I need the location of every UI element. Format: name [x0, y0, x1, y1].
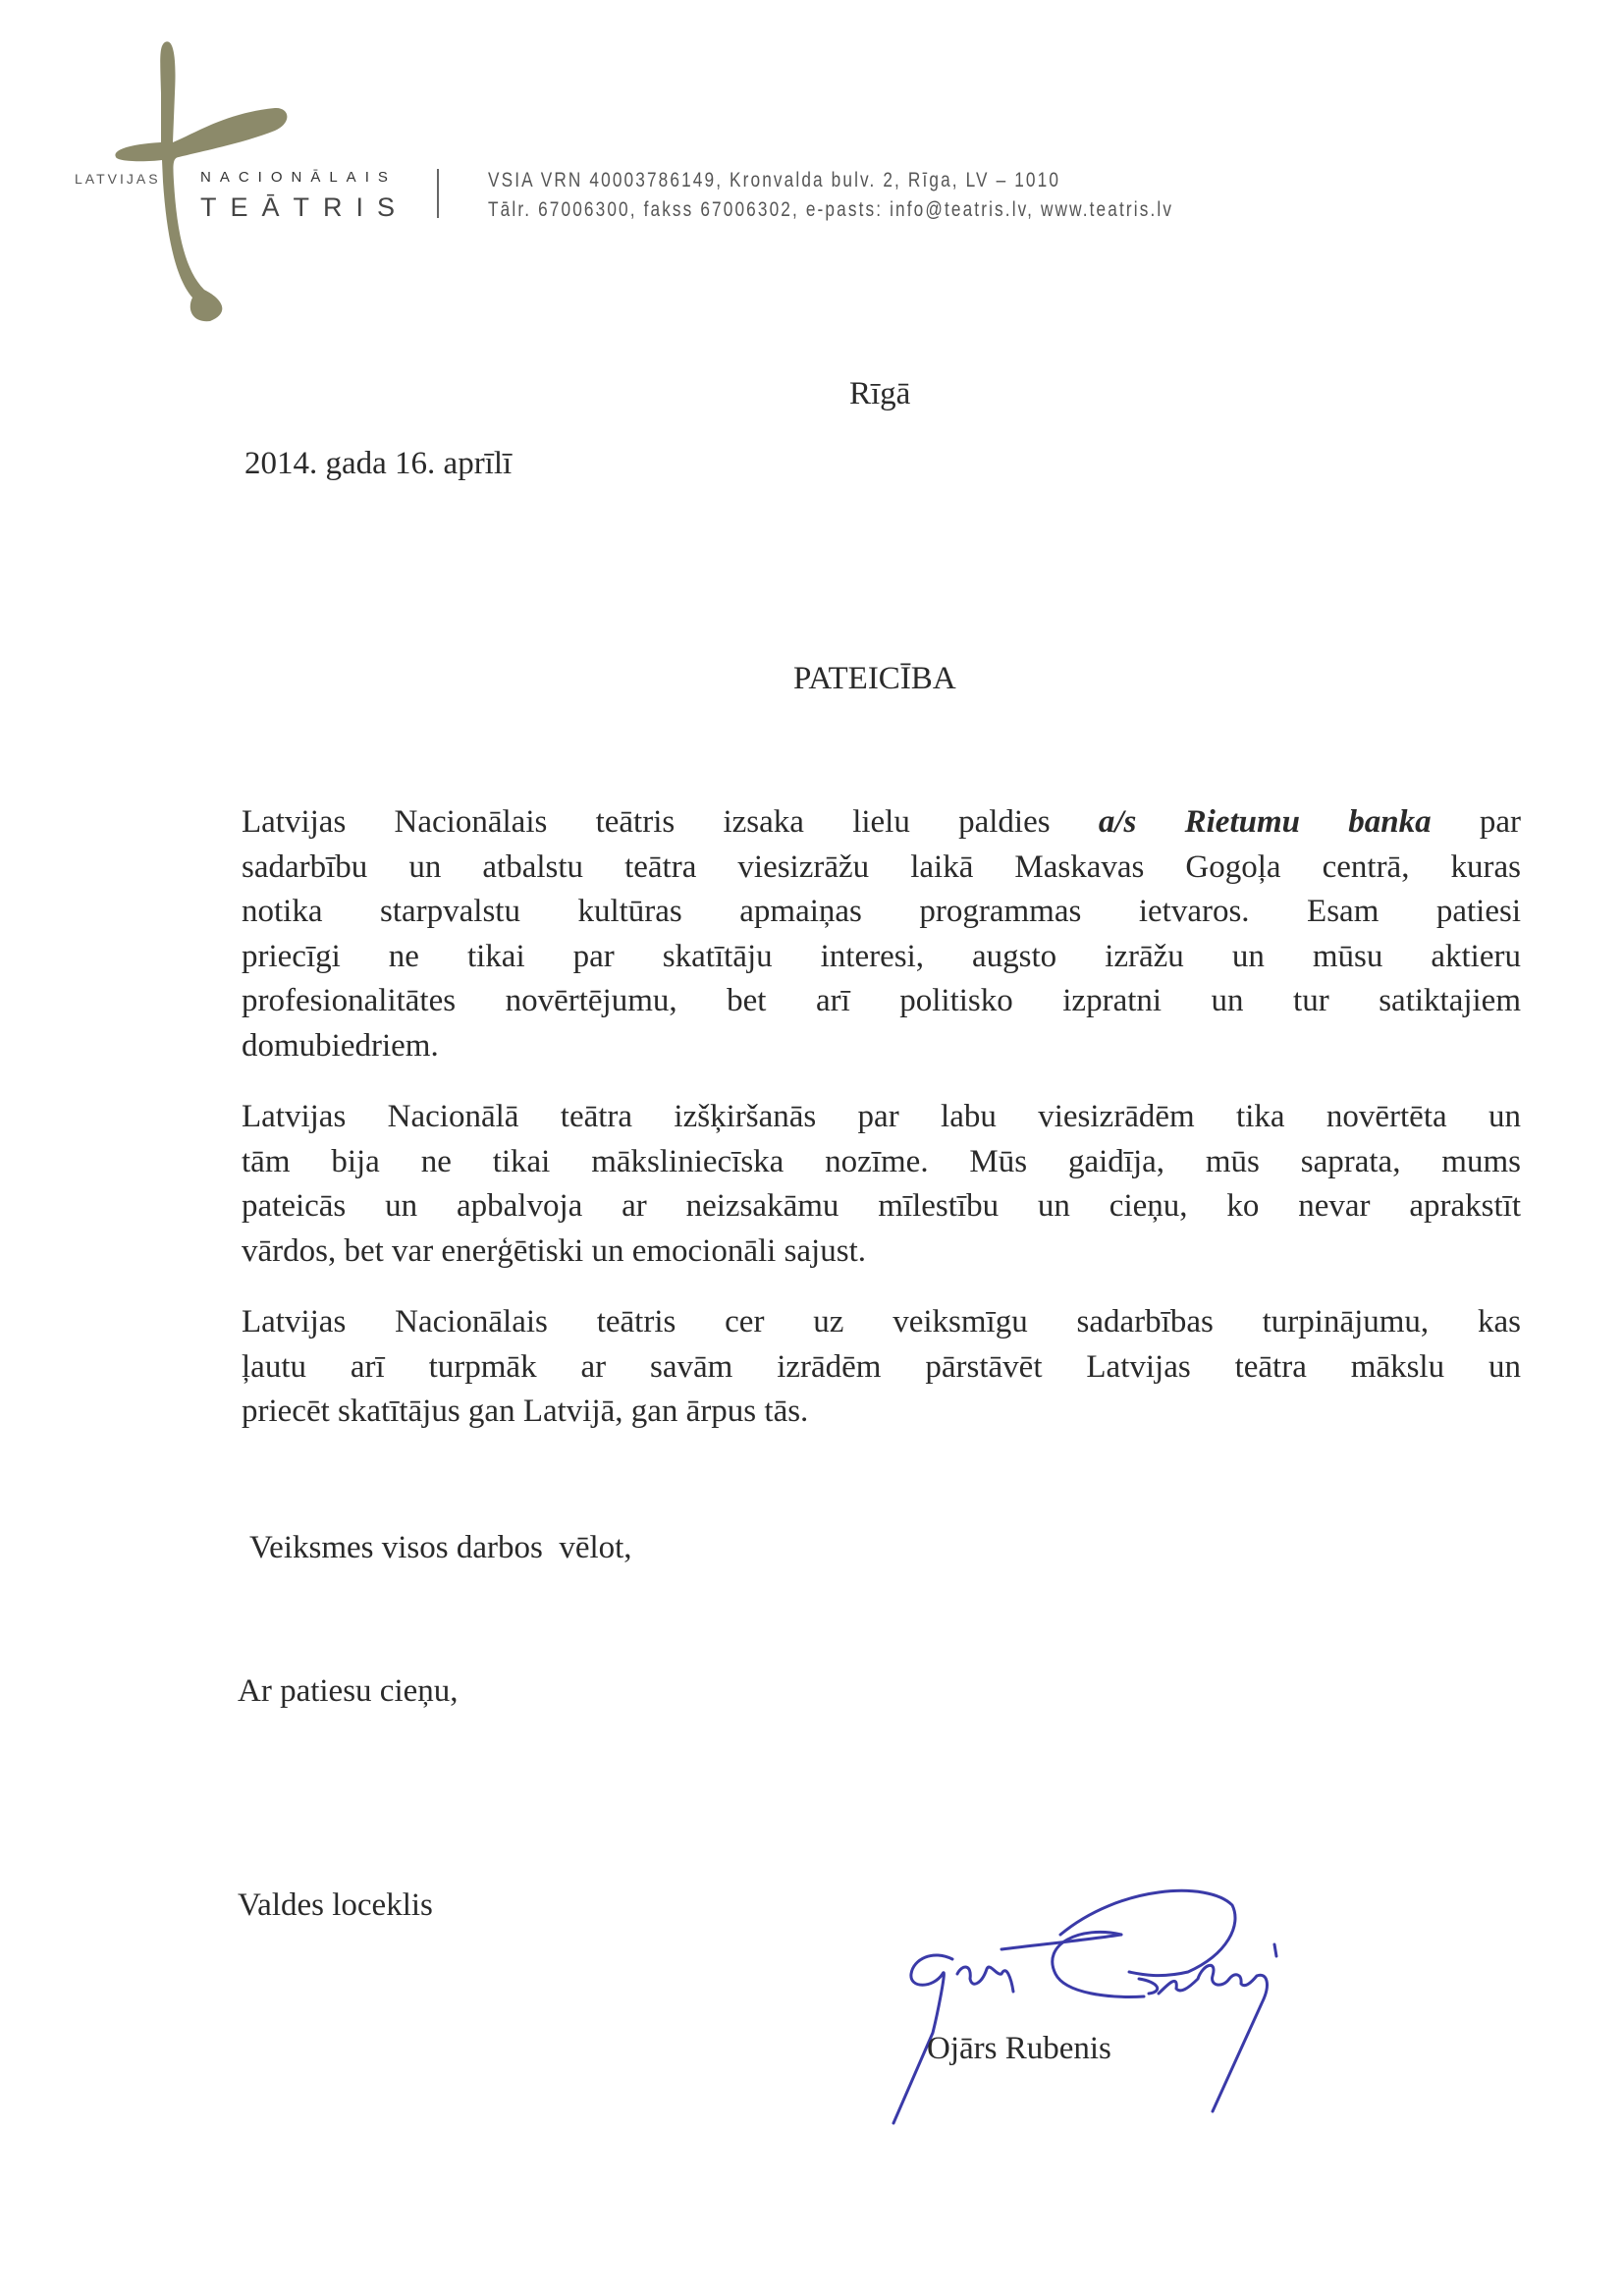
paragraph-line: Latvijas Nacionālā teātra izšķiršanās par labu viesizrādēm tika novērtēta un — [242, 1099, 1521, 1134]
bank-name: a/s Rietumu banka — [1098, 804, 1432, 840]
contact-line: Tālr. 67006300, fakss 67006302, e-pasts: info@teatris.lv, www.teatris.lv — [488, 198, 1174, 221]
paragraph-3 — [242, 1300, 1521, 1435]
paragraph-1 — [242, 800, 1521, 1068]
text-segment: Latvijas Nacionālais teātris izsaka lielu paldies — [242, 804, 1099, 840]
logo-word-nacionalais: NACIONĀLAIS — [200, 169, 397, 186]
paragraph-line: ļautu arī turpmāk ar savām izrādēm pārstāvēt Latvijas teātra mākslu un — [242, 1348, 1521, 1385]
logo-word-teatris: TEĀTRIS — [200, 192, 409, 222]
wishes-line: Veiksmes visos darbos vēlot, — [249, 1530, 632, 1565]
text-segment: par — [1431, 804, 1522, 840]
signatory-name: Ojārs Rubenis — [927, 2031, 1111, 2066]
paragraph-line: profesionalitātes novērtējumu, bet arī politisko izpratni un tur satiktajiem — [242, 983, 1521, 1018]
paragraph-line: tām bija ne tikai māksliniecīska nozīme. Mūs gaidīja, mūs saprata, mums — [242, 1143, 1521, 1179]
paragraph-line: notika starpvalstu kultūras apmaiņas programmas ietvaros. Esam patiesi — [242, 894, 1521, 929]
signatory-position: Valdes loceklis — [238, 1887, 433, 1923]
paragraph-line: pateicās un apbalvoja ar neizsakāmu mīlestību un cieņu, ko nevar aprakstīt — [242, 1188, 1521, 1224]
paragraph-2 — [242, 1095, 1521, 1274]
paragraph-line: priecīgi ne tikai par skatītāju interesi, augsto izrāžu un mūsu aktieru — [242, 938, 1521, 974]
letter-title: PATEICĪBA — [793, 661, 956, 696]
paragraph-line: sadarbību un atbalstu teātra viesizrāžu laikā Maskavas Gogoļa centrā, kuras — [242, 848, 1521, 885]
address-line: VSIA VRN 40003786149, Kronvalda bulv. 2, Rīga, LV – 1010 — [488, 169, 1061, 191]
letter-place: Rīgā — [849, 376, 911, 411]
closing-line: Ar patiesu cieņu, — [238, 1673, 459, 1709]
logo-word-latvijas: LATVIJAS — [75, 171, 161, 187]
paragraph-line: domubiedriem. — [242, 1027, 439, 1064]
paragraph-line: Latvijas Nacionālais teātris cer uz veiksmīgu sadarbības turpinājumu, kas — [242, 1304, 1521, 1339]
letter-date: 2014. gada 16. aprīlī — [244, 446, 513, 481]
paragraph-line: vārdos, bet var enerģētiski un emocionāli sajust. — [242, 1232, 866, 1269]
paragraph-line: priecēt skatītājus gan Latvijā, gan ārpus tās. — [242, 1394, 809, 1429]
header-divider — [437, 169, 439, 218]
paragraph-line — [242, 800, 1521, 846]
handwritten-signature — [864, 1866, 1375, 2160]
